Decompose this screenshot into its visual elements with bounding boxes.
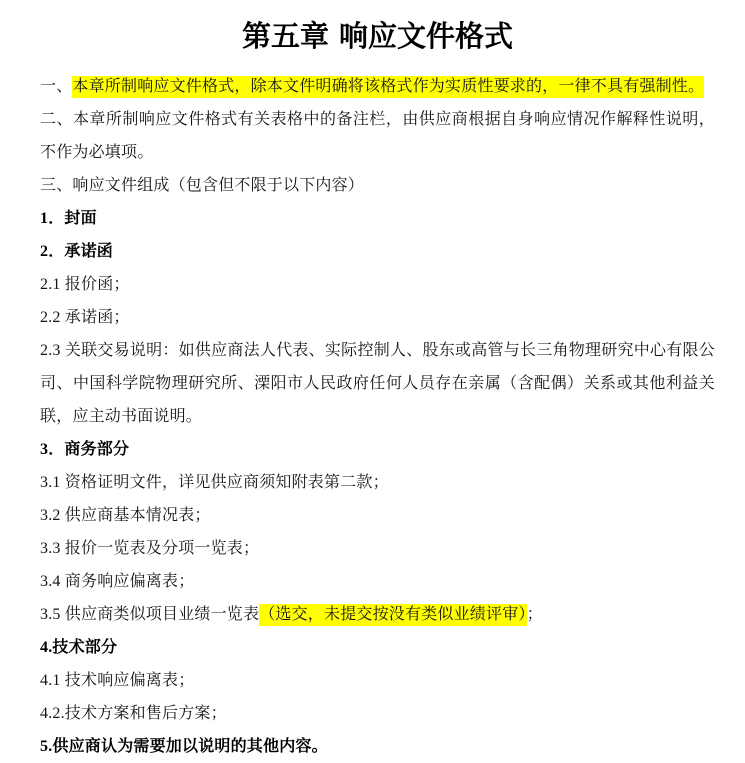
- text-run: 1．封面: [40, 210, 97, 227]
- text-run: 一、: [40, 78, 73, 95]
- clause-1-format-not-mandatory: [40, 70, 715, 103]
- item-3-business-section: [40, 433, 715, 466]
- highlighted-text: 本章所制响应文件格式，除本文件明确将该格式作为实质性要求的，一律不具有强制性。: [72, 76, 704, 98]
- document-body: [40, 70, 715, 763]
- highlighted-text: （选交，未提交按没有类似业绩评审）: [259, 604, 526, 626]
- item-2-3-related-transactions: [40, 334, 715, 433]
- item-4-2-technical-plan: [40, 697, 715, 730]
- clause-3-composition: [40, 169, 715, 202]
- text-run: 二、本章所制响应文件格式有关表格中的备注栏，由供应商根据自身响应情况作解释性说明，不作为必填项。: [40, 111, 715, 161]
- text-run: 5.供应商认为需要加以说明的其他内容。: [40, 738, 328, 755]
- item-2-1-quotation-letter: [40, 268, 715, 301]
- text-run: 4.2.技术方案和售后方案；: [40, 705, 227, 722]
- item-3-4-business-deviation: [40, 565, 715, 598]
- item-5-other-content: [40, 730, 715, 763]
- text-run: ；: [526, 606, 543, 623]
- item-2-commitment-letter: [40, 235, 715, 268]
- item-2-2-commitment-letter: [40, 301, 715, 334]
- clause-2-remarks-column: [40, 103, 715, 169]
- text-run: 3．商务部分: [40, 441, 130, 458]
- text-run: 4.1 技术响应偏离表；: [40, 672, 195, 689]
- text-run: 4.技术部分: [40, 639, 118, 656]
- text-run: 3.4 商务响应偏离表；: [40, 573, 195, 590]
- text-run: 3.1 资格证明文件，详见供应商须知附表第二款；: [40, 474, 389, 491]
- text-run: 3.2 供应商基本情况表；: [40, 507, 211, 524]
- page-title: 第五章 响应文件格式: [241, 19, 514, 53]
- item-1-cover: [40, 202, 715, 235]
- item-3-3-quotation-summary: [40, 532, 715, 565]
- text-run: 2．承诺函: [40, 243, 114, 260]
- item-4-1-technical-deviation: [40, 664, 715, 697]
- text-run: 3.3 报价一览表及分项一览表；: [40, 540, 260, 557]
- text-run: 2.3 关联交易说明：如供应商法人代表、实际控制人、股东或高管与长三角物理研究中心有限公司、中国科学院物理研究所、溧阳市人民政府任何人员存在亲属（含配偶）关系或其他利益关联，应主动书面说明。: [40, 342, 715, 425]
- item-3-2-supplier-basic-info: [40, 499, 715, 532]
- text-run: 3.5 供应商类似项目业绩一览表: [40, 606, 260, 623]
- item-3-5-similar-project-performance: [40, 598, 715, 631]
- text-run: 三、响应文件组成（包含但不限于以下内容）: [40, 177, 365, 194]
- item-3-1-qualification-documents: [40, 466, 715, 499]
- item-4-technical-section: [40, 631, 715, 664]
- text-run: 2.2 承诺函；: [40, 309, 130, 326]
- text-run: 2.1 报价函；: [40, 276, 130, 293]
